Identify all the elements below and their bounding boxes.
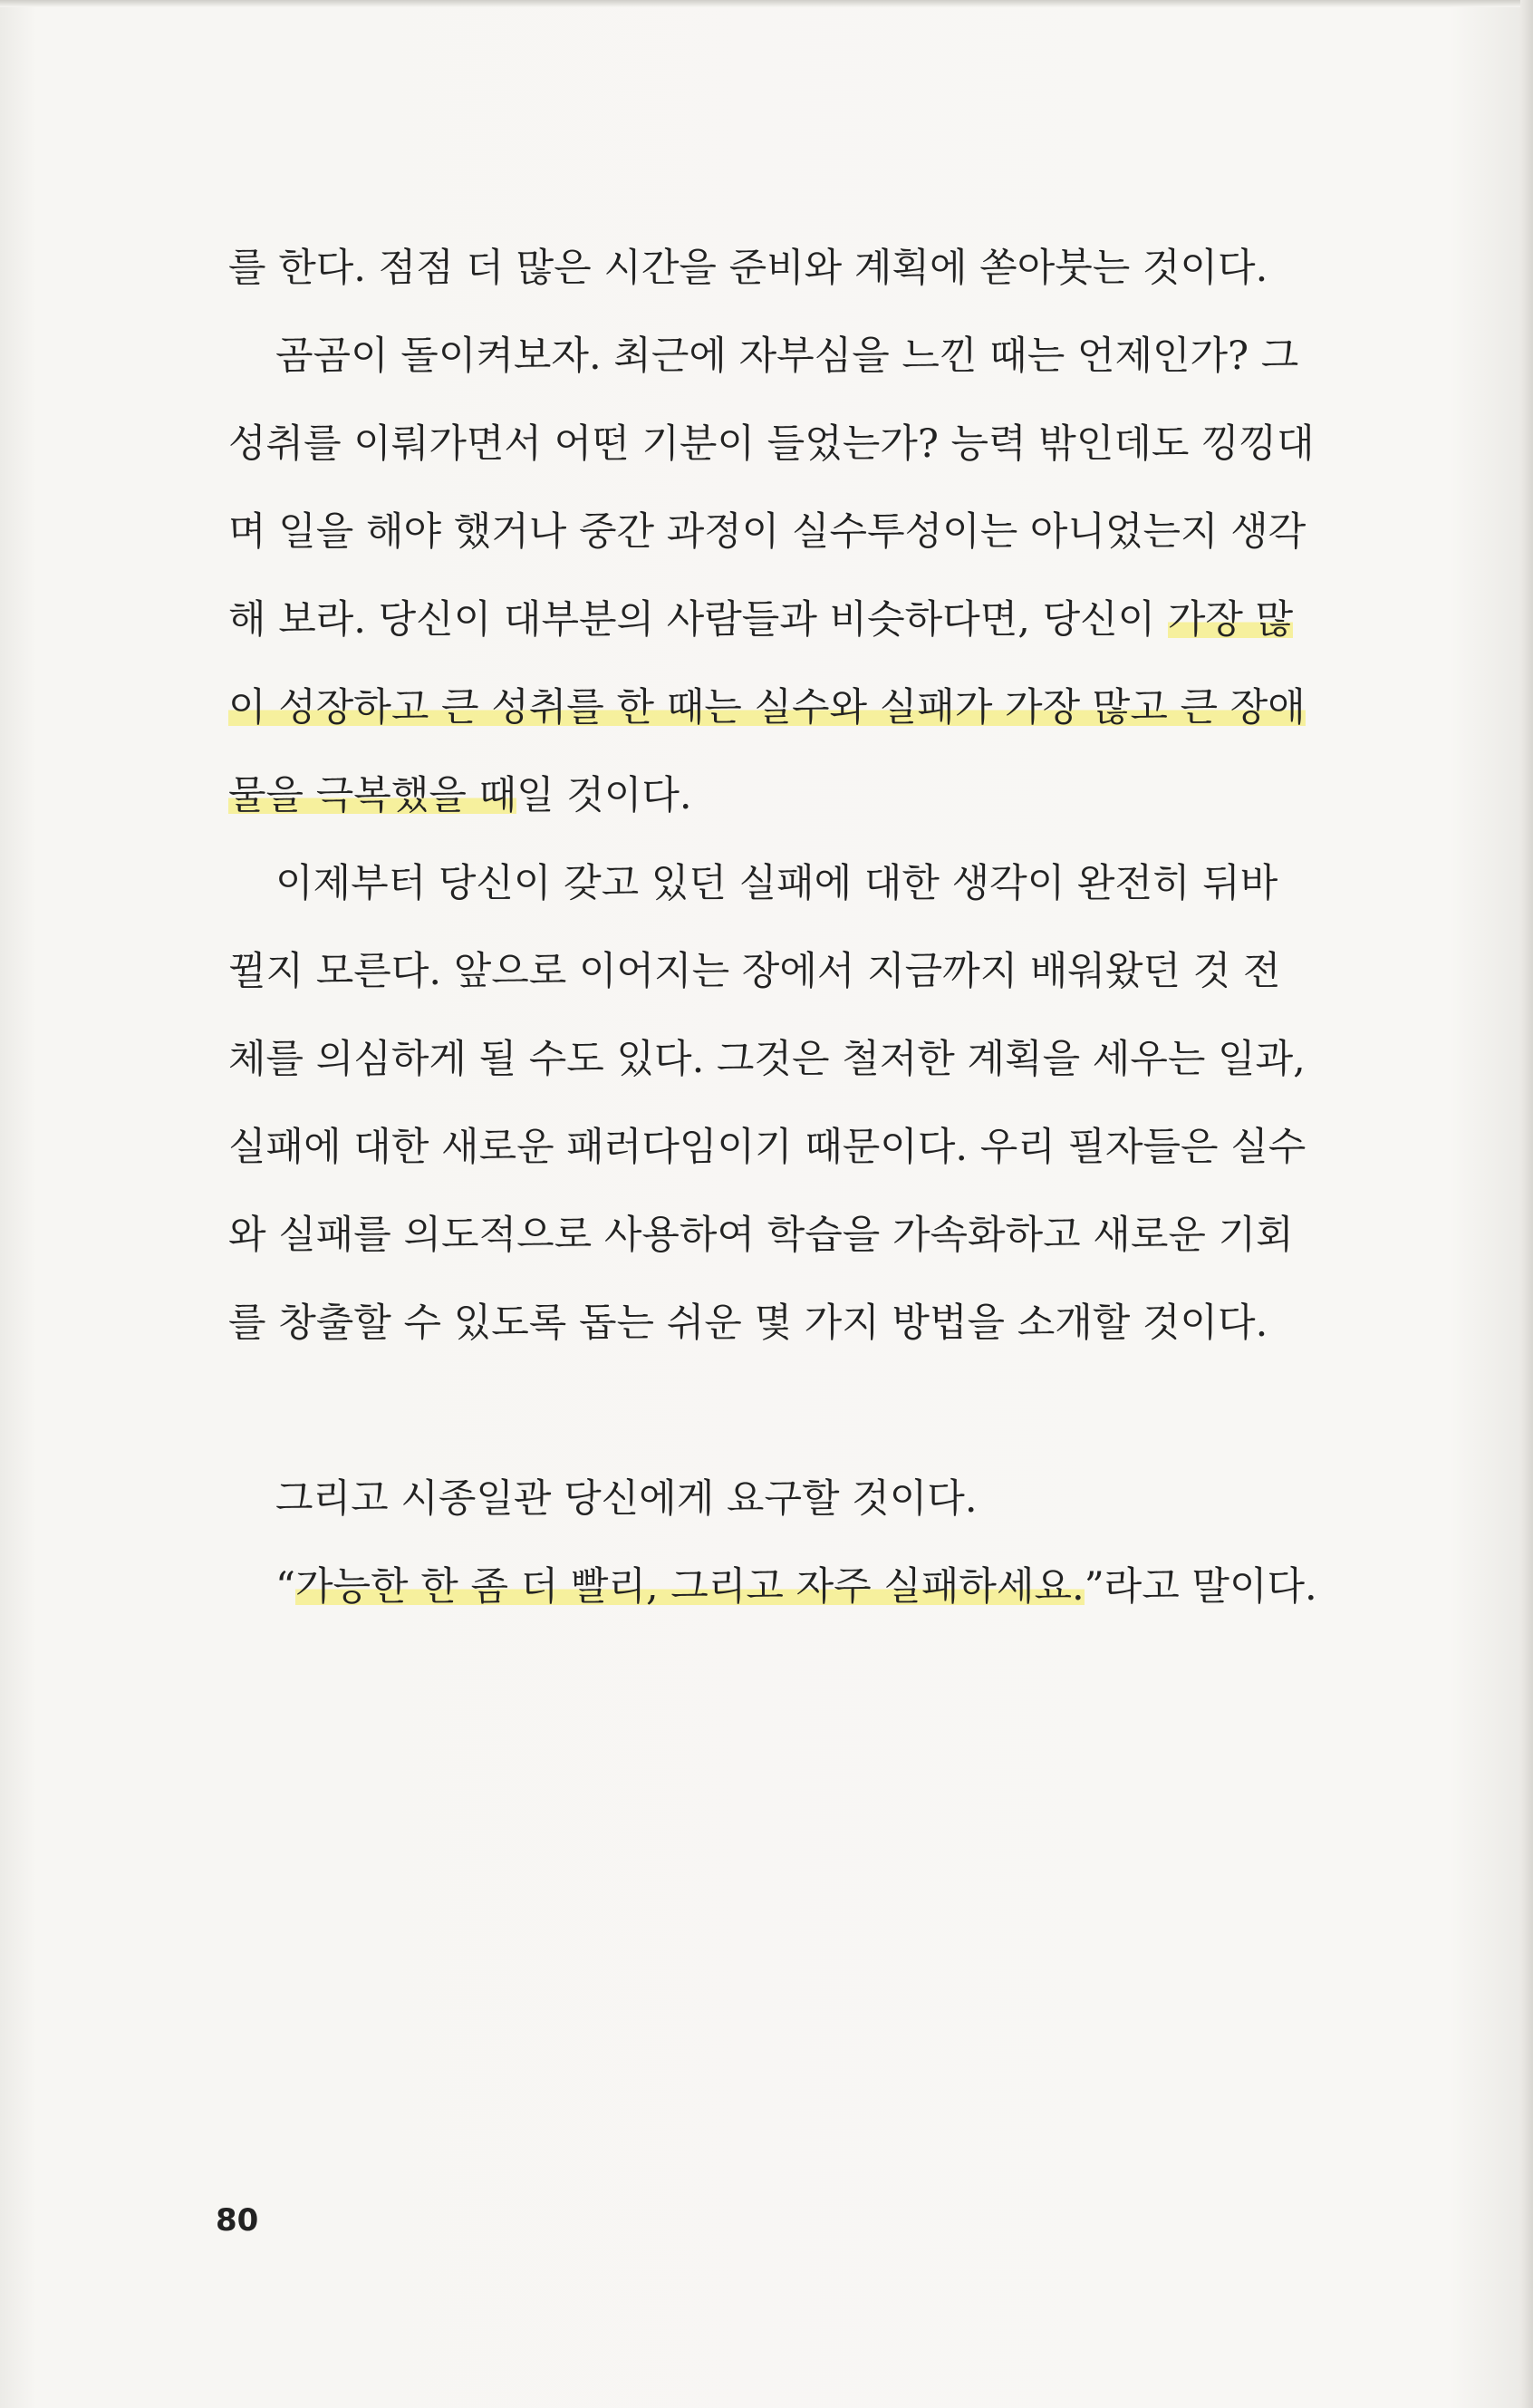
highlighted-text: 물을 극복했을 때	[228, 773, 517, 818]
text-span: ”라고 말이다.	[1084, 1564, 1317, 1610]
text-span: 뀔지 모른다. 앞으로 이어지는 장에서 지금까지 배워왔던 것 전	[228, 949, 1281, 994]
text-line	[228, 1016, 1323, 1104]
paragraph-gap	[228, 1368, 1323, 1455]
text-span: 와 실패를 의도적으로 사용하여 학습을 가속화하고 새로운 기회	[228, 1213, 1294, 1258]
text-span: 를 한다. 점점 더 많은 시간을 준비와 계획에 쏟아붓는 것이다.	[228, 246, 1268, 291]
text-span: 곰곰이 돌이켜보자. 최근에 자부심을 느낀 때는 언제인가? 그	[275, 334, 1299, 379]
text-line	[228, 401, 1323, 488]
text-line	[228, 225, 1323, 313]
text-span: 해 보라. 당신이 대부분의 사람들과 비슷하다면, 당신이	[228, 597, 1168, 643]
text-line	[228, 840, 1323, 928]
text-span: 체를 의심하게 될 수도 있다. 그것은 철저한 계획을 세우는 일과,	[228, 1037, 1306, 1082]
text-line	[228, 1280, 1323, 1368]
text-line	[228, 1192, 1323, 1280]
text-line	[228, 576, 1323, 664]
text-span: 그리고 시종일관 당신에게 요구할 것이다.	[275, 1476, 978, 1522]
text-line	[228, 752, 1323, 840]
highlighted-text: 가장 많	[1167, 597, 1294, 643]
text-span: 실패에 대한 새로운 패러다임이기 때문이다. 우리 필자들은 실수	[228, 1125, 1306, 1170]
text-line	[228, 1104, 1323, 1192]
page-edge	[1520, 0, 1533, 2408]
top-shadow	[0, 0, 1533, 7]
highlighted-text: 가능한 한 좀 더 빨리, 그리고 자주 실패하세요.	[294, 1564, 1085, 1610]
text-span: 이제부터 당신이 갖고 있던 실패에 대한 생각이 완전히 뒤바	[275, 861, 1278, 906]
open-quote: “	[275, 1564, 295, 1610]
text-span: 며 일을 해야 했거나 중간 과정이 실수투성이는 아니었는지 생각	[228, 509, 1306, 555]
body-text	[228, 225, 1323, 1631]
quote-line	[228, 1543, 1323, 1631]
highlighted-text: 이 성장하고 큰 성취를 한 때는 실수와 실패가 가장 많고 큰 장애	[228, 685, 1306, 730]
text-line	[228, 928, 1323, 1016]
text-span: 를 창출할 수 있도록 돕는 쉬운 몇 가지 방법을 소개할 것이다.	[228, 1301, 1268, 1346]
text-line	[228, 488, 1323, 576]
text-line	[228, 1455, 1323, 1543]
text-line	[228, 664, 1323, 752]
page-number: 80	[216, 2202, 259, 2239]
text-span: 일 것이다.	[516, 773, 692, 818]
text-line	[228, 313, 1323, 401]
text-span: 성취를 이뤄가면서 어떤 기분이 들었는가? 능력 밖인데도 낑낑대	[228, 421, 1315, 467]
